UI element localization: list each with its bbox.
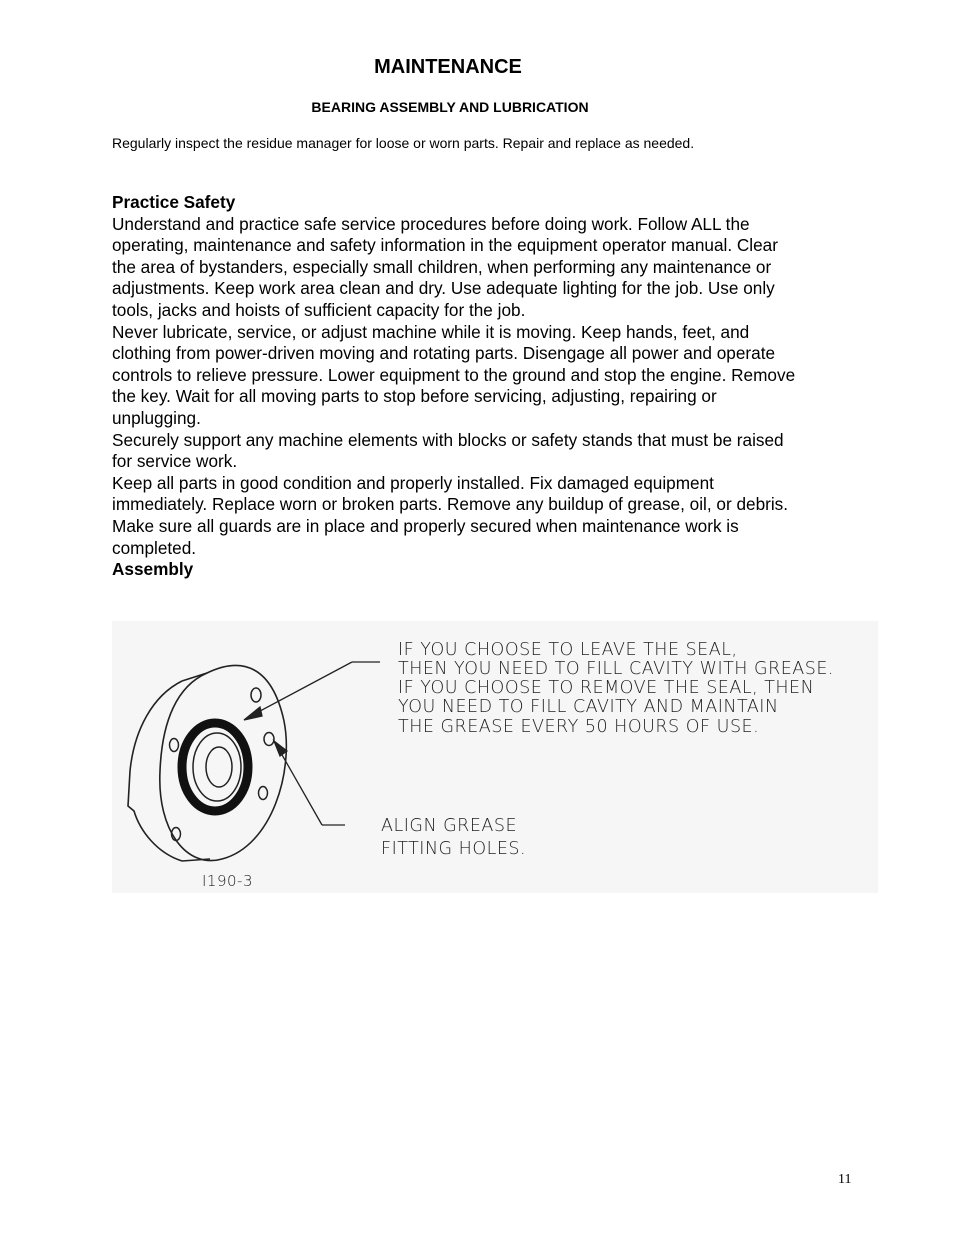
- note-line: THEN YOU NEED TO FILL CAVITY WITH GREASE.: [398, 659, 834, 679]
- callout-line: ALIGN GREASE: [381, 816, 518, 836]
- safety-heading: Practice Safety: [112, 192, 236, 212]
- safety-paragraph: Understand and practice safe service procedures before doing work. Follow ALL the operating, maintenance and safety information in the equipment operator manual. Clear the area of bystanders, especially small children, when performing any maintenance or adjustments. Keep work area clean and dry. Use adequate lighting for the job. Use only tools, jacks and hoists of sufficient capacity for the job.: [112, 213, 778, 320]
- page-title: MAINTENANCE: [374, 56, 522, 78]
- align-callout: [381, 816, 526, 859]
- safety-paragraph: Keep all parts in good condition and properly installed. Fix damaged equipment immediately. Replace worn or broken parts. Remove any buildup of grease, oil, or debris.: [112, 472, 789, 515]
- note-line: YOU NEED TO FILL CAVITY AND MAINTAIN: [398, 697, 779, 717]
- seal-ring: [182, 723, 248, 811]
- note-line: IF YOU CHOOSE TO LEAVE THE SEAL,: [398, 640, 738, 660]
- safety-paragraph: Make sure all guards are in place and properly secured when maintenance work is completed.: [112, 515, 739, 558]
- figure-id: I190-3: [202, 872, 254, 890]
- safety-section: [112, 192, 802, 581]
- intro-paragraph: Regularly inspect the residue manager for loose or worn parts. Repair and replace as needed.: [112, 135, 695, 151]
- page-number: 11: [838, 1172, 852, 1187]
- leader-lines: [244, 662, 380, 825]
- note-line: IF YOU CHOOSE TO REMOVE THE SEAL, THEN: [398, 678, 815, 698]
- safety-paragraph: Never lubricate, service, or adjust machine while it is moving. Keep hands, feet, and clothing from power-driven moving and rotating parts. Disengage all power and operate controls to relieve pressure. Lower equipment to the ground and stop the engine. Remove the key. Wait for all moving parts to stop before servicing, adjusting, repairing or unplugging.: [112, 321, 796, 428]
- grease-note: [398, 640, 834, 737]
- bearing-assembly-figure: [112, 621, 878, 893]
- section-subtitle: BEARING ASSEMBLY AND LUBRICATION: [311, 99, 589, 115]
- safety-paragraph: Securely support any machine elements with blocks or safety stands that must be raised for service work.: [112, 429, 784, 472]
- note-line: THE GREASE EVERY 50 HOURS OF USE.: [398, 717, 760, 737]
- bearing-flange: [128, 665, 286, 861]
- bearing-drawing: [112, 621, 878, 893]
- assembly-heading: Assembly: [112, 559, 194, 580]
- callout-line: FITTING HOLES.: [381, 839, 527, 859]
